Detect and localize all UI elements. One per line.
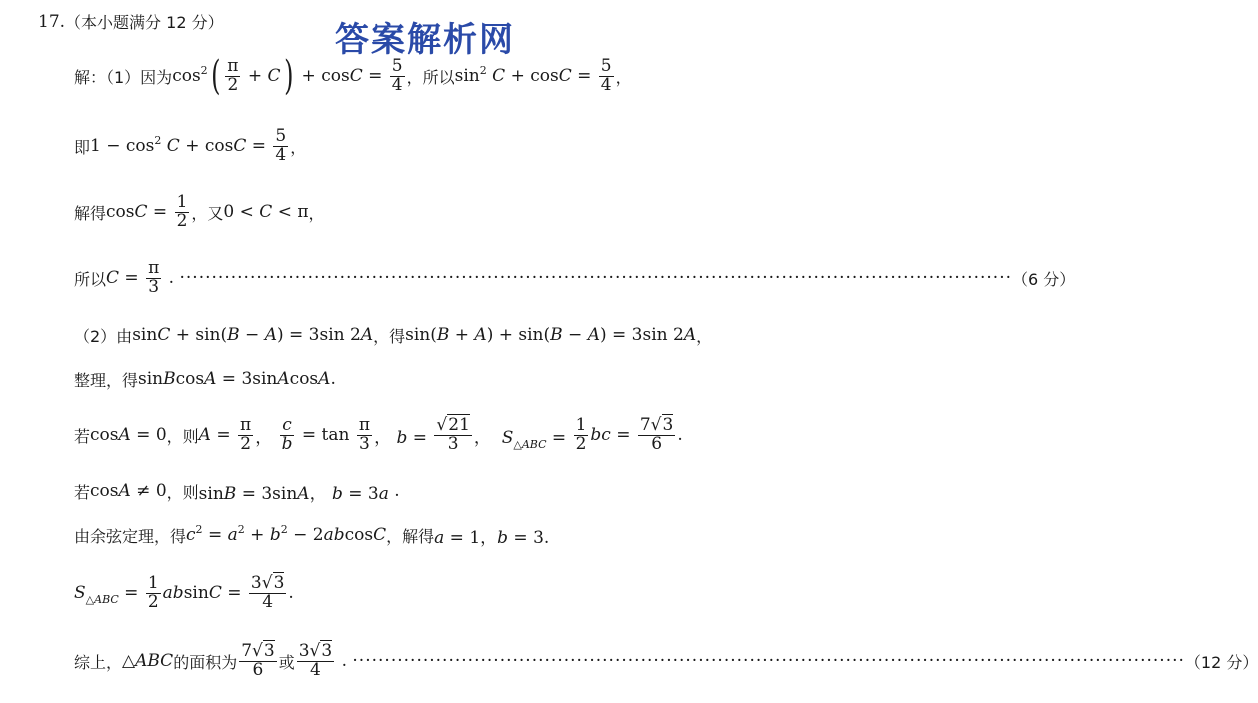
text-segment: 由余弦定理，得 (74, 526, 187, 546)
text-segment: ，则 (166, 482, 199, 502)
text-segment: ，得 (373, 326, 406, 346)
fraction: $\frac{\pi}{3}$ (358, 414, 371, 454)
score-label: （12 分） (1184, 652, 1258, 672)
dot-leader: ·································································································································· (352, 651, 1185, 671)
solution-line: 解得 cosC = $\frac{1}{2}$ ，又 0 < C < π ， (74, 191, 325, 231)
text-segment: ，则 (166, 426, 199, 446)
fraction: $\frac{\pi}{3}$ (148, 257, 160, 297)
text-segment: ， (696, 326, 713, 346)
text-segment: 解：（1）因为 (74, 67, 173, 87)
solution-line: 所以 C = $\frac{\pi}{3}$ . ·································································································································· （6 分） (74, 257, 1076, 297)
text-segment: ，解得 (386, 526, 435, 546)
solution-line: 解：（1）因为 $\cos^2$ ( $\frac{\pi}{2}$ + C ) + cosC = $\frac{5}{4}$ ，所以 $\sin^2 C + \cos C$ = $\frac{5}{4}$ ， (74, 53, 632, 99)
text-segment: . (330, 369, 336, 389)
fraction: $\frac{\pi}{2}$ (240, 414, 252, 454)
problem-number: 17. (38, 11, 66, 32)
text-segment: （2）由 (74, 326, 133, 346)
fraction: $\frac{3√3}{4}$ (298, 640, 333, 680)
problem-title: （本小题满分 12 分） (65, 13, 224, 32)
watermark-logo: 答案解析网 (335, 20, 515, 60)
fraction: $\frac{1}{2}$ (147, 572, 159, 612)
text-segment: 即 (74, 137, 91, 157)
text-segment: 若 (74, 426, 91, 446)
fraction: $\frac{\pi}{2}$ (227, 55, 239, 95)
text-segment: ， (308, 203, 325, 223)
text-segment: 若 (74, 482, 91, 502)
text-segment: 综上， (74, 652, 123, 672)
solution-line: 若 cosA ≠ 0 ，则 sinB = 3sinA， b = 3a . (74, 481, 400, 504)
fraction: $\frac{5}{4}$ (391, 55, 403, 95)
fraction: $\frac{1}{2}$ (176, 191, 188, 231)
text-segment: ，又 (191, 203, 224, 223)
math-expr: $\cos^2$ (172, 64, 208, 86)
solution-line: 综上， △ABC 的面积为 $\frac{7√3}{6}$ 或 $\frac{3√3}{4}$ . ·································································································································· （12 分） (74, 640, 1258, 680)
text-segment: ， (290, 137, 307, 157)
text-segment: ，所以 (406, 67, 455, 87)
solution-line: $S_{\triangle ABC}$ = $\frac{1}{2}$ absinC = $\frac{3√3}{4}$ . (74, 572, 294, 612)
solution-line: 即 $1 - \cos^2 C + \cos C$ = $\frac{5}{4}$ ， (74, 125, 307, 165)
solution-line: （2）由 sinC + sin(B − A) = 3sin 2A ，得 sin(B + A) + sin(B − A) = 3sin 2A ， (74, 325, 713, 346)
fraction: $\frac{c}{b}$ (281, 414, 293, 454)
dot-leader: ·································································································································· (179, 268, 1012, 288)
fraction: $\frac{5}{4}$ (275, 125, 287, 165)
fraction: $\frac{5}{4}$ (600, 55, 612, 95)
fraction: $\frac{3√3}{4}$ (250, 572, 285, 612)
solution-line: 由余弦定理，得 $c^2 = a^2 + b^2 - 2abcosC$ ，解得 a = 1，b = 3. (74, 523, 550, 548)
text-segment: 的面积为 (173, 652, 238, 672)
solution-line: 若 cosA = 0 ，则 A = $\frac{\pi}{2}$ ， $\frac{c}{b}$ = tan $\frac{\pi}{3}$ ， b = $\frac{√21}{3}$ ， $S_{\triangle ABC}$ = $\frac{1}{2}$ bc = $\frac{7√3}{6}$ . (74, 414, 683, 454)
fraction: $\frac{7√3}{6}$ (639, 414, 674, 454)
fraction: $\frac{7√3}{6}$ (241, 640, 275, 680)
problem-header (38, 10, 224, 33)
score-label: （6 分） (1012, 269, 1076, 289)
text-segment: 整理，得 (74, 370, 139, 390)
text-segment: 或 (278, 652, 295, 672)
text-segment: . (394, 481, 400, 501)
fraction: $\frac{√21}{3}$ (436, 414, 470, 454)
text-segment: 解得 (74, 203, 107, 223)
text-segment: ， (615, 67, 632, 87)
text-segment: 所以 (74, 269, 107, 289)
fraction: $\frac{1}{2}$ (575, 414, 587, 454)
solution-line: 整理，得 sinBcosA = 3sinAcosA . (74, 369, 336, 390)
